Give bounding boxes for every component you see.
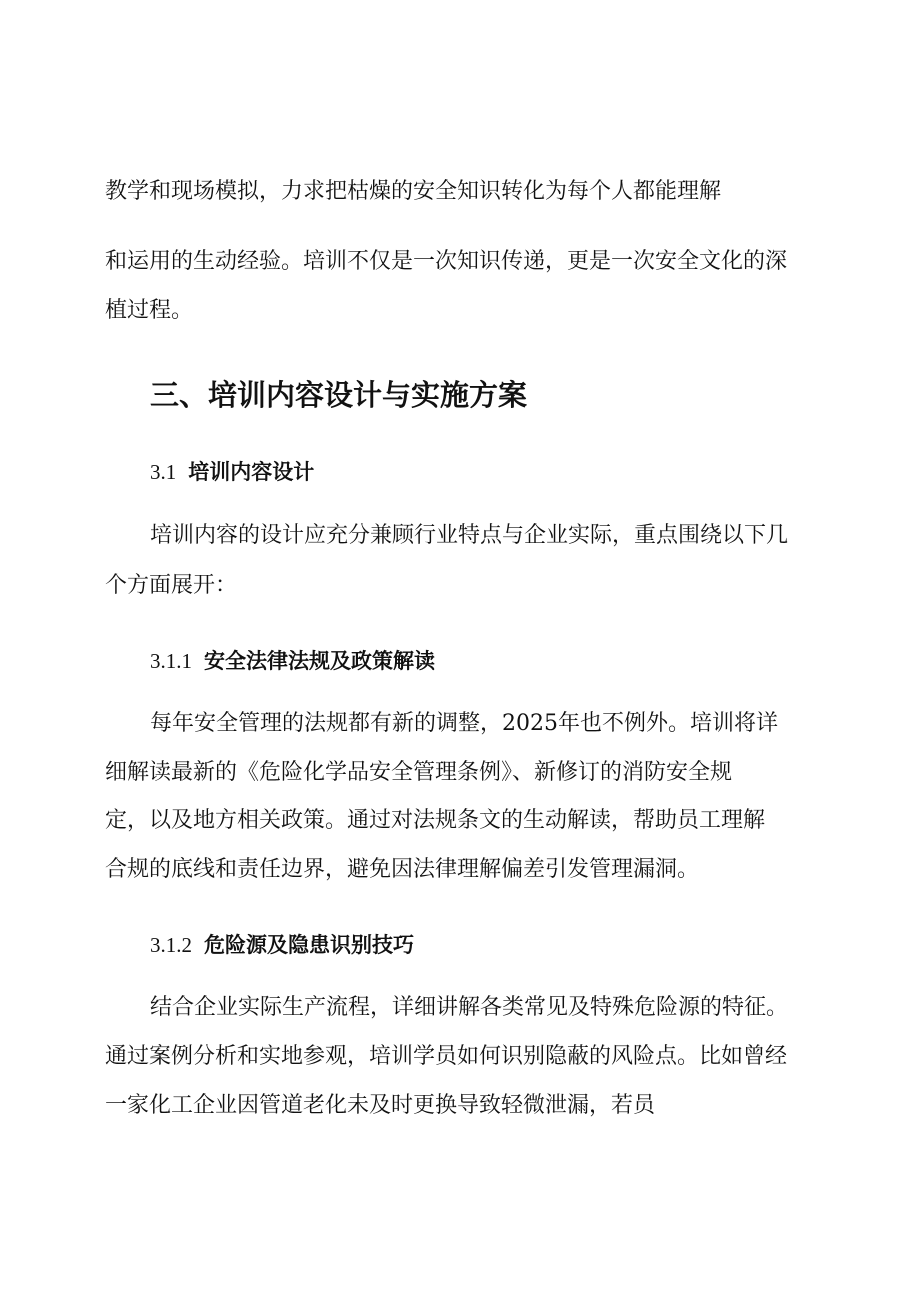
item-1-heading (150, 647, 435, 675)
item-1-paragraph-line-1: 每年安全管理的法规都有新的调整，2025年也不例外。培训将详 (150, 711, 778, 736)
subsection-number: 3.1 (150, 460, 177, 484)
item-2-heading (150, 931, 414, 959)
item-1-number: 3.1.1 (150, 649, 192, 673)
item-2-paragraph-line-2: 通过案例分析和实地参观，培训学员如何识别隐蔽的风险点。比如曾经 (105, 1044, 788, 1069)
subsection-paragraph-line-1: 培训内容的设计应充分兼顾行业特点与企业实际，重点围绕以下几 (150, 523, 789, 548)
intro-paragraph-line-3: 植过程。 (105, 298, 194, 323)
item-2-paragraph-line-3: 一家化工企业因管道老化未及时更换导致轻微泄漏，若员 (105, 1093, 656, 1118)
item-1-paragraph-line-4: 合规的底线和责任边界，避免因法律理解偏差引发管理漏洞。 (105, 857, 700, 882)
item-2-paragraph-line-1: 结合企业实际生产流程，详细讲解各类常见及特殊危险源的特征。 (150, 995, 789, 1020)
item-1-title: 安全法律法规及政策解读 (204, 649, 435, 673)
intro-paragraph-line-1: 教学和现场模拟，力求把枯燥的安全知识转化为每个人都能理解 (105, 179, 722, 204)
subsection-paragraph-line-2: 个方面展开： (105, 573, 238, 598)
item-1-paragraph-line-3: 定，以及地方相关政策。通过对法规条文的生动解读，帮助员工理解 (105, 808, 766, 833)
section-heading: 三、培训内容设计与实施方案 (150, 378, 528, 412)
item-1-paragraph-line-2: 细解读最新的《危险化学品安全管理条例》、新修订的消防安全规 (105, 760, 733, 785)
item-2-title: 危险源及隐患识别技巧 (204, 933, 414, 957)
subsection-title: 培训内容设计 (188, 460, 315, 484)
subsection-heading (150, 458, 314, 486)
intro-paragraph-line-2: 和运用的生动经验。培训不仅是一次知识传递，更是一次安全文化的深 (105, 249, 788, 274)
item-2-number: 3.1.2 (150, 933, 192, 957)
